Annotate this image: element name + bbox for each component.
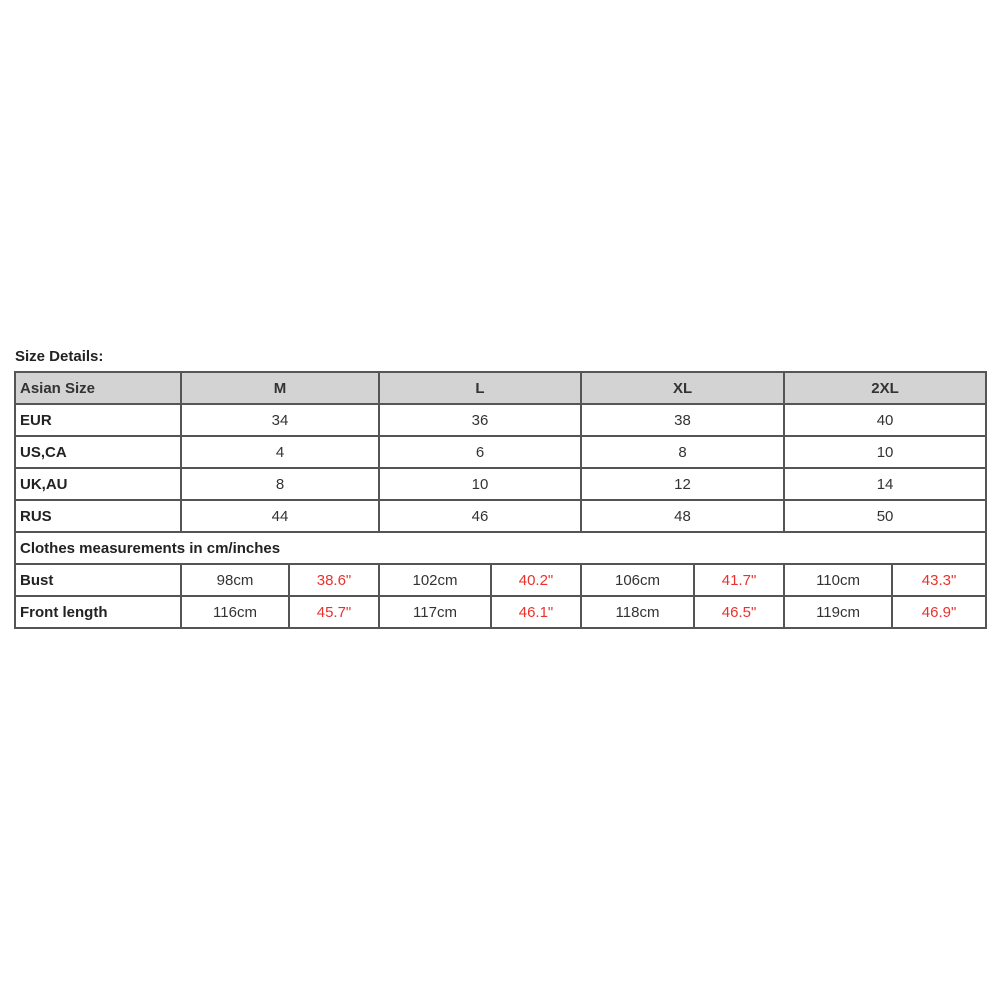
inch-cell: 40.2" — [491, 564, 581, 596]
table-cell: 38 — [581, 404, 784, 436]
table-row — [15, 436, 986, 468]
cm-cell: 117cm — [379, 596, 491, 628]
table-header-row — [15, 372, 986, 404]
table-cell: 12 — [581, 468, 784, 500]
cm-cell: 106cm — [581, 564, 694, 596]
cm-cell: 119cm — [784, 596, 892, 628]
row-label: RUS — [15, 500, 181, 532]
table-cell: 14 — [784, 468, 986, 500]
cm-cell: 98cm — [181, 564, 289, 596]
measurements-section-row — [15, 532, 986, 564]
inch-cell: 46.9" — [892, 596, 986, 628]
inch-cell: 43.3" — [892, 564, 986, 596]
inch-cell: 41.7" — [694, 564, 784, 596]
cm-cell: 118cm — [581, 596, 694, 628]
inch-cell: 38.6" — [289, 564, 379, 596]
header-label: Asian Size — [15, 372, 181, 404]
table-cell: 50 — [784, 500, 986, 532]
table-row — [15, 596, 986, 628]
row-label: US,CA — [15, 436, 181, 468]
inch-cell: 46.1" — [491, 596, 581, 628]
table-cell: 4 — [181, 436, 379, 468]
size-header-m: M — [181, 372, 379, 404]
row-label: Front length — [15, 596, 181, 628]
table-cell: 8 — [181, 468, 379, 500]
size-header-xl: XL — [581, 372, 784, 404]
row-label: EUR — [15, 404, 181, 436]
cm-cell: 116cm — [181, 596, 289, 628]
table-cell: 10 — [379, 468, 581, 500]
size-details-title: Size Details: — [15, 348, 104, 365]
table-cell: 44 — [181, 500, 379, 532]
table-cell: 34 — [181, 404, 379, 436]
inch-cell: 46.5" — [694, 596, 784, 628]
size-chart-table — [14, 371, 987, 629]
table-cell: 36 — [379, 404, 581, 436]
table-cell: 48 — [581, 500, 784, 532]
table-cell: 6 — [379, 436, 581, 468]
table-row — [15, 500, 986, 532]
table-row — [15, 468, 986, 500]
table-cell: 10 — [784, 436, 986, 468]
cm-cell: 102cm — [379, 564, 491, 596]
row-label: UK,AU — [15, 468, 181, 500]
table-cell: 8 — [581, 436, 784, 468]
table-cell: 40 — [784, 404, 986, 436]
table-row — [15, 564, 986, 596]
measurements-heading: Clothes measurements in cm/inches — [15, 532, 986, 564]
table-cell: 46 — [379, 500, 581, 532]
table-row — [15, 404, 986, 436]
size-header-l: L — [379, 372, 581, 404]
size-header-2xl: 2XL — [784, 372, 986, 404]
cm-cell: 110cm — [784, 564, 892, 596]
row-label: Bust — [15, 564, 181, 596]
inch-cell: 45.7" — [289, 596, 379, 628]
